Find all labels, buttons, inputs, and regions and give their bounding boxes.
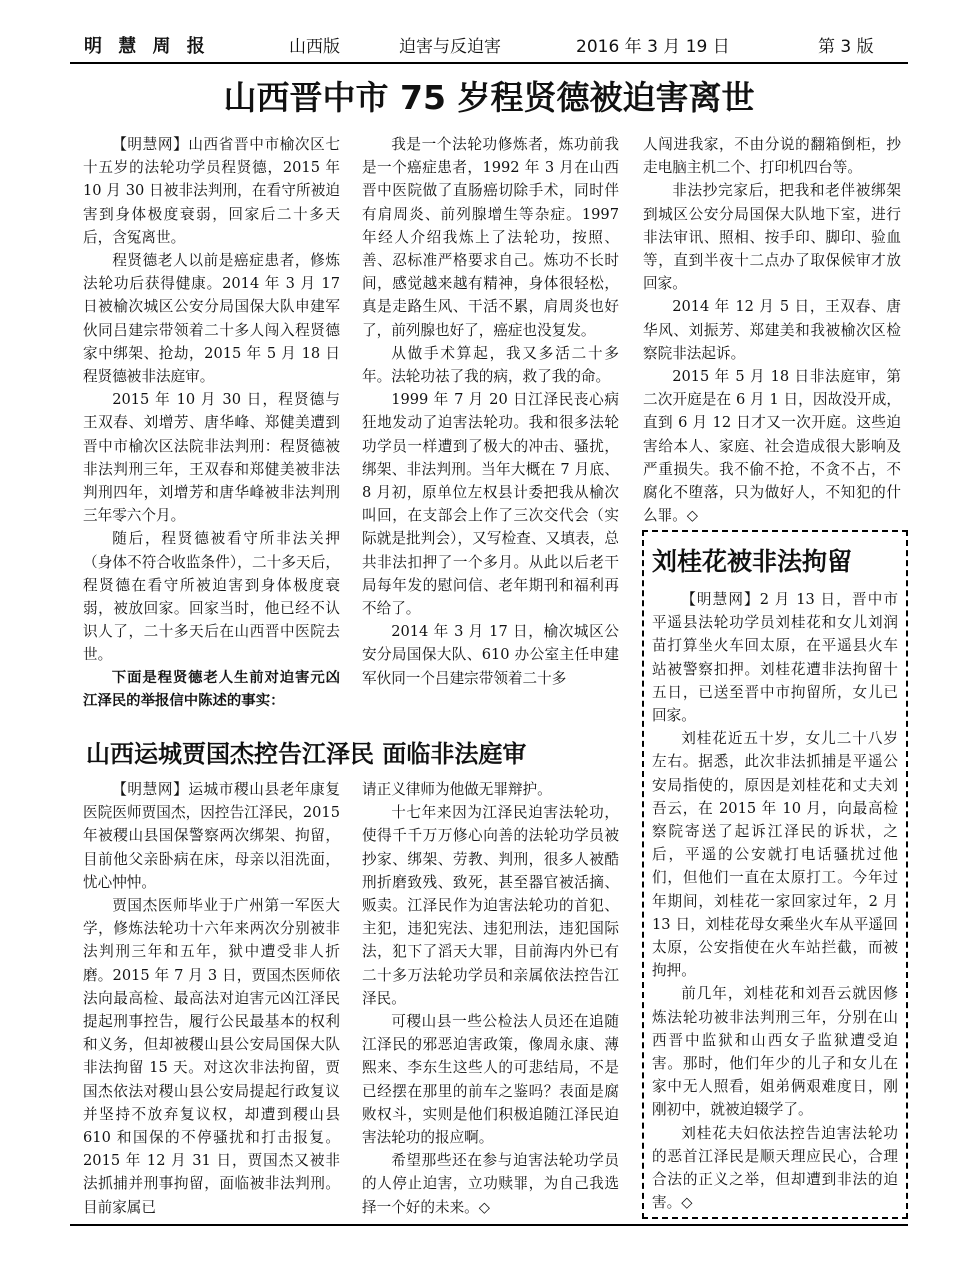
article2-para: 刘桂花夫妇依法控告迫害法轮功的恶首江泽民是顺天理应民心，合理合法的正义之举，但却遭到非法的迫害。◇ (652, 1124, 898, 1212)
header-rule (70, 62, 908, 64)
article1-col2 (362, 133, 619, 690)
page-number: 第 3 版 (818, 37, 874, 57)
article1-para: 从做手术算起，我又多活二十多年。法轮功祛了我的病，救了我的命。 (362, 344, 619, 386)
article3-para: 请正义律师为他做无罪辩护。 (362, 781, 552, 798)
article1-intro-statement: 下面是程贤德老人生前对迫害元凶江泽民的举报信中陈述的事实： (83, 669, 340, 709)
article3-title: 山西运城贾国杰控告江泽民 面临非法庭审 (86, 740, 527, 768)
article2-para: 前几年，刘桂花和刘吾云就因修炼法轮功被非法判刑三年，分别在山西晋中监狱和山西女子监狱遭受迫害。那时，他们年少的儿子和女儿在家中无人照看，姐弟俩艰难度日，刚刚初中，就被迫辍学了。 (652, 985, 898, 1119)
section-label: 迫害与反迫害 (399, 37, 501, 57)
article1-para: 2015 年 10 月 30 日，程贤德与王双春、刘增芳、唐华峰、郑健美遭到晋中市榆次区法院非法判刑：程贤德被非法判刑三年，王双春和郑健美被非法判刑四年，刘增芳和唐华峰被非法判刑三年零六个月。 (83, 391, 340, 525)
article1-para: 非法抄完家后，把我和老伴被绑架到城区公安分局国保大队地下室，进行非法审讯、照相、按手印、脚印、验血等，直到半夜十二点办了取保候审才放回家。 (643, 182, 901, 293)
article1-para: 2014 年 3 月 17 日，榆次城区公安分局国保大队、610 办公室主任申建军伙同一个吕建宗带领着二十多 (362, 623, 619, 687)
article1-col3 (643, 133, 901, 527)
article3-col1 (83, 778, 340, 1219)
issue-date: 2016 年 3 月 19 日 (576, 37, 730, 57)
article2-para: 【明慧网】2 月 13 日，晋中市平遥县法轮功学员刘桂花和女儿刘润苗打算坐火车回太原，在平遥县火车站被警察扣押。刘桂花遭非法拘留十五日，已送至晋中市拘留所，女儿已回家。 (652, 591, 898, 725)
article3-para: 希望那些还在参与迫害法轮功学员的人停止迫害，立功赎罪，为自己我选择一个好的未来。◇ (362, 1152, 619, 1216)
article1-para: 2015 年 5 月 18 日非法庭审，第二次开庭是在 6 月 1 日，因故没开成，直到 6 月 12 日才又一次开庭。这些迫害给本人、家庭、社会造成很大影响及严重损失。我不偷不抢，不贪不占，不腐化不堕落，只为做好人，不知犯的什么罪。◇ (643, 368, 901, 525)
article1-para: 2014 年 12 月 5 日，王双春、唐华风、刘振芳、郑建美和我被榆次区检察院非法起诉。 (643, 298, 901, 362)
footer-rule (70, 1224, 908, 1226)
paper-name: 明 慧 周 报 (84, 36, 210, 57)
article1-para: 【明慧网】山西省晋中市榆次区七十五岁的法轮功学员程贤德，2015 年 10 月 30 日被非法判刑，在看守所被迫害到身体极度衰弱，回家后二十多天后，含冤离世。 (83, 136, 340, 246)
article1-para: 人闯进我家，不由分说的翻箱倒柜，抄走电脑主机二个、打印机四台等。 (643, 136, 901, 177)
edition-label: 山西版 (289, 37, 340, 57)
article3-para: 贾国杰医师毕业于广州第一军医大学，修炼法轮功十六年来两次分别被非法判刑三年和五年，狱中遭受非人折磨。2015 年 7 月 3 日，贾国杰医师依法向最高检、最高法对迫害元凶江泽民提起刑事控告，履行公民最基本的权利和义务，但却被稷山县公安局国保大队非法拘留 15 天。对这次非法拘留，贾国杰依法对稷山县公安局提起行政复议并坚持不放弃复议权，却遭到稷山县 610 和国保的不停骚扰和打击报复。2015 年 12 月 31 日，贾国杰又被非法抓捕并刑事拘留，面临被非法判刑。目前家属已 (83, 897, 340, 1216)
article1-title: 山西晋中市 75 岁程贤德被迫害离世 (223, 78, 755, 117)
article3-para: 十七年来因为江泽民迫害法轮功，使得千千万万修心向善的法轮功学员被抄家、绑架、劳教、判刑，很多人被酷刑折磨致残、致死，甚至器官被活摘、贩卖。江泽民作为迫害法轮功的首犯、主犯，违犯宪法、违犯刑法，违犯国际法，犯下了滔天大罪，目前海内外已有二十多万法轮功学员和亲属依法控告江泽民。 (362, 804, 619, 1007)
article1-para: 我是一个法轮功修炼者，炼功前我是一个癌症患者，1992 年 3 月在山西晋中医院做了直肠癌切除手术，同时伴有肩周炎、前列腺增生等杂症。1997 年经人介绍我炼上了法轮功，按照、善、忍标准严格要求自己。炼功不长时间，感觉越来越有精神，身体很轻松，真是走路生风、干活不累，肩周炎也好了，前列腺也好了，癌症也没复发。 (362, 136, 619, 339)
article1-para: 程贤德老人以前是癌症患者，修炼法轮功后获得健康。2014 年 3 月 17 日被榆次城区公安分局国保大队申建军伙同吕建宗带领着二十多人闯入程贤德家中绑架、抢劫，2015 年 5 月 18 日程贤德被非法庭审。 (83, 252, 340, 386)
article2-para: 刘桂花近五十岁，女儿二十八岁左右。据悉，此次非法抓捕是平遥公安局指使的，原因是刘桂花和丈夫刘吾云，在 2015 年 10 月，向最高检察院寄送了起诉江泽民的诉状，之后，平遥的公安就打电话骚扰过他们，但他们一直在太原打工。今年过年期间，刘桂花一家回家过年，2 月 13 日，刘桂花母女乘坐火车从平遥回太原，公安指使在火车站拦截，而被拘押。 (652, 730, 898, 980)
article1-para: 1999 年 7 月 20 日江泽民丧心病狂地发动了迫害法轮功。我和很多法轮功学员一样遭到了极大的冲击、骚扰，绑架、非法判刑。当年大概在 7 月底、8 月初，原单位左权县计委把我从榆次叫回，在支部会上作了三次交代会（实际就是批判会），又写检查、又填表，总共非法扣押了一个多月。从此以后老干局每年发的慰问信、老年期刊和福利再不给了。 (362, 391, 619, 618)
article3-para: 【明慧网】运城市稷山县老年康复医院医师贾国杰，因控告江泽民，2015 年被稷山县国保警察两次绑架、拘留，目前他父亲卧病在床，母亲以泪洗面，忧心忡忡。 (83, 781, 340, 891)
article1-col1 (83, 133, 340, 713)
article3-para: 可稷山县一些公检法人员还在追随江泽民的邪恶迫害政策，像周永康、薄熙来、李东生这些人的可悲结局，不是已经摆在那里的前车之鉴吗？表面是腐败权斗，实则是他们积极追随江泽民迫害法轮功的报应啊。 (362, 1013, 619, 1147)
article2-body (652, 588, 898, 1214)
article3-col2 (362, 778, 619, 1219)
article2-title: 刘桂花被非法拘留 (652, 547, 853, 576)
article1-para: 随后，程贤德被看守所非法关押（身体不符合收监条件），二十多天后，程贤德在看守所被迫害到身体极度衰弱，被放回家。回家当时，他已经不认识人了，二十多天后在山西晋中医院去世。 (83, 530, 340, 664)
